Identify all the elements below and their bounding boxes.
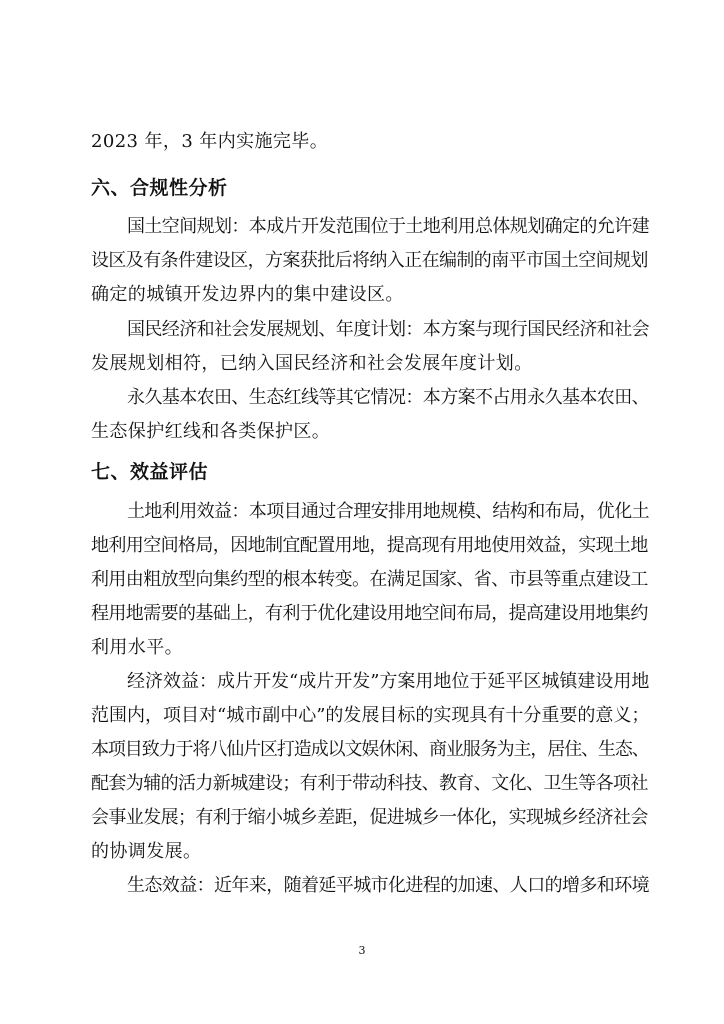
paragraph-line: 利用水平。 <box>91 637 183 658</box>
paragraph-line: 确定的城镇开发边界内的集中建设区。 <box>91 284 404 305</box>
paragraph-line: 土地利用效益：本项目通过合理安排用地规模、结构和布局，优化土 <box>127 501 649 522</box>
paragraph-line: 范围内，项目对“城市副中心”的发展目标的实现具有十分重要的意义； <box>91 705 650 726</box>
section-6-heading: 六、合规性分析 <box>91 177 228 199</box>
paragraph-line: 生态保护红线和各类保护区。 <box>91 421 331 442</box>
paragraph-line: 生态效益：近年来，随着延平城市化进程的加速、人口的增多和环境 <box>127 875 649 896</box>
page-number: 3 <box>358 944 366 957</box>
paragraph-line: 配套为辅的活力新城建设；有利于带动科技、教育、文化、卫生等各项社 <box>91 773 648 794</box>
paragraph-line: 国土空间规划：本成片开发范围位于土地利用总体规划确定的允许建 <box>127 216 649 237</box>
paragraph-line: 程用地需要的基础上，有利于优化建设用地空间布局，提高建设用地集约 <box>91 603 648 624</box>
paragraph-line: 会事业发展；有利于缩小城乡差距，促进城乡一体化，实现城乡经济社会 <box>91 807 648 828</box>
paragraph-line: 地利用空间格局，因地制宜配置用地，提高现有用地使用效益，实现土地 <box>91 535 648 556</box>
intro-line: 2023 年，3 年内实施完毕。 <box>91 131 329 152</box>
paragraph-line: 利用由粗放型向集约型的根本转变。在满足国家、省、市县等重点建设工 <box>91 569 648 590</box>
paragraph-line: 的协调发展。 <box>91 841 202 862</box>
paragraph-line: 发展规划相符，已纳入国民经济和社会发展年度计划。 <box>91 353 533 374</box>
paragraph-line: 永久基本农田、生态红线等其它情况：本方案不占用永久基本农田、 <box>127 387 649 408</box>
paragraph-line: 经济效益：成片开发“成片开发”方案用地位于延平区城镇建设用地 <box>127 671 650 692</box>
paragraph-line: 设区及有条件建设区，方案获批后将纳入正在编制的南平市国土空间规划 <box>91 250 648 271</box>
paragraph-line: 本项目致力于将八仙片区打造成以文娱休闲、商业服务为主，居住、生态、 <box>91 739 649 760</box>
section-7-heading: 七、效益评估 <box>91 461 209 483</box>
paragraph-line: 国民经济和社会发展规划、年度计划：本方案与现行国民经济和社会 <box>127 319 649 340</box>
